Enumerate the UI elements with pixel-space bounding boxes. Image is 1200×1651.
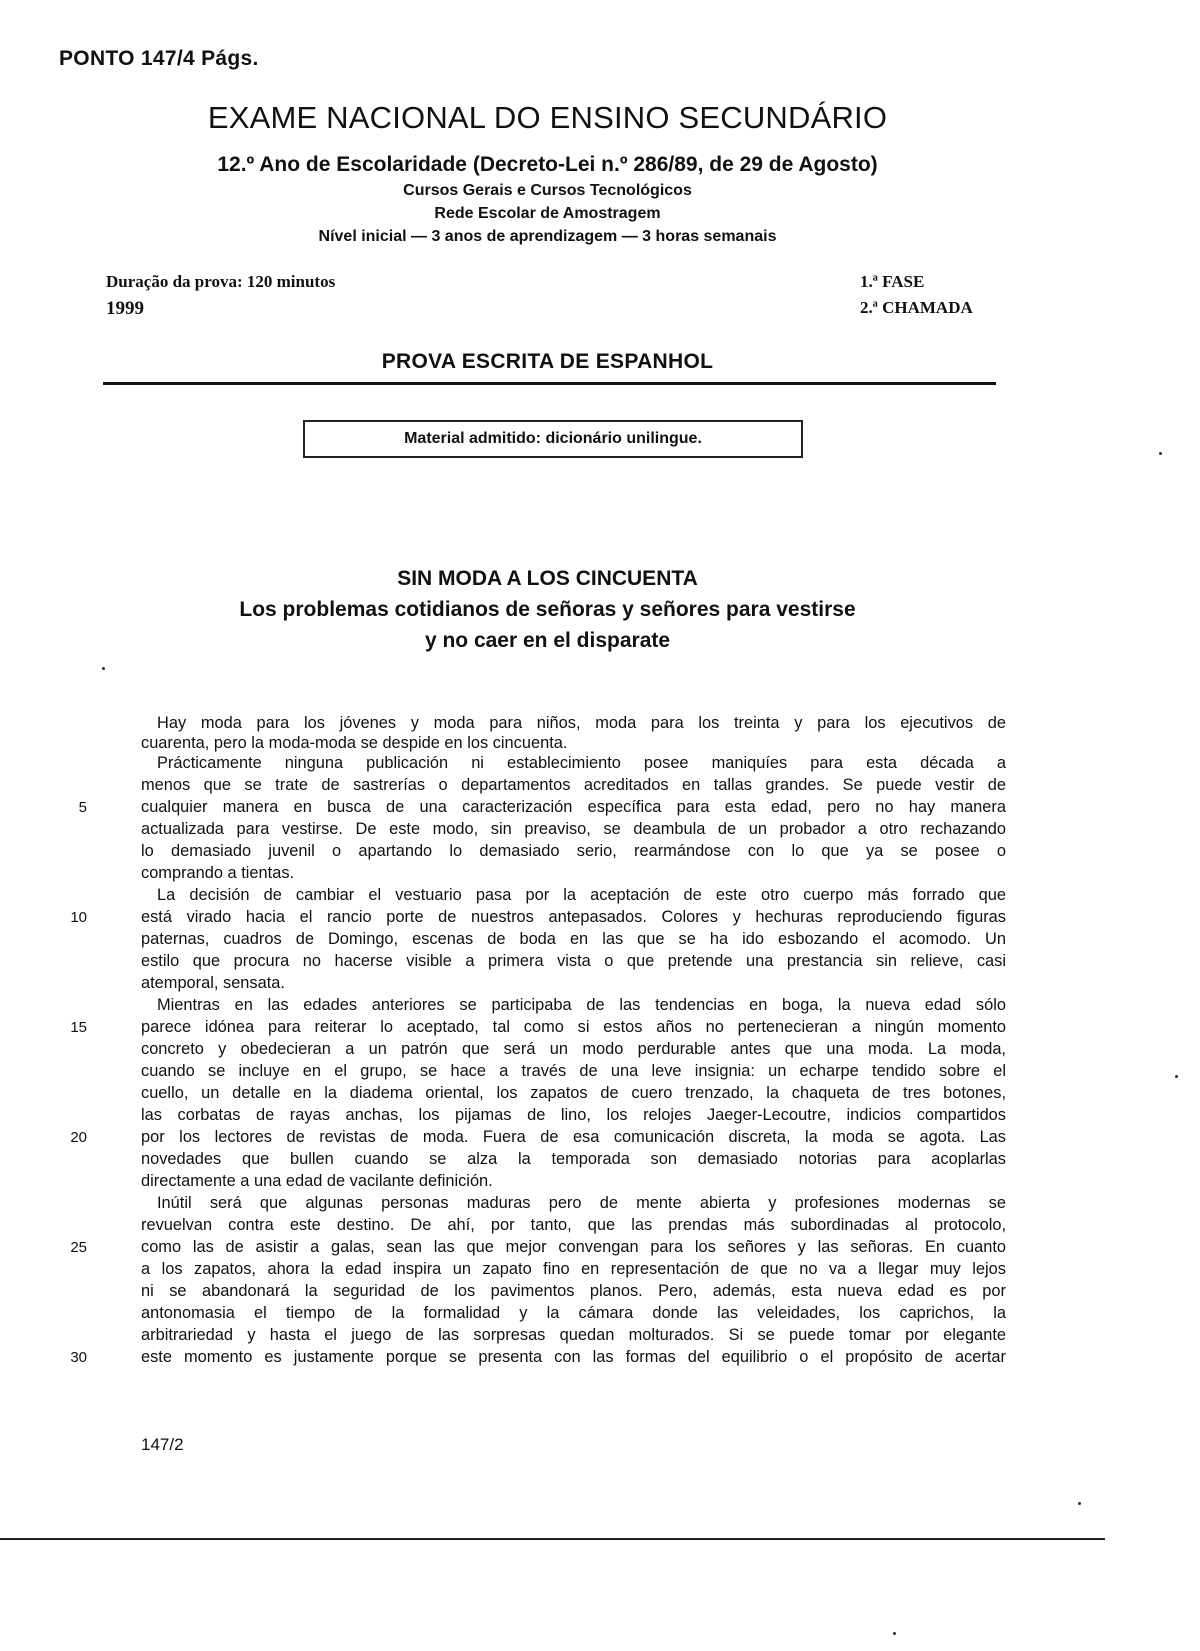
header-divider [103,382,996,385]
text-line: está virado hacia el rancio porte de nuestros antepasados. Colores y hechuras reproduciendo figuras [141,908,1006,926]
scan-speck [1078,1502,1081,1505]
level-line: Nível inicial — 3 anos de aprendizagem — 3 horas semanais [318,228,777,245]
text-line: cuello, un detalle en la diadema oriental, los zapatos de cuero trenzado, la chaqueta de tres botones, [141,1084,1006,1102]
exam-name: PROVA ESCRITA DE ESPANHOL [381,350,714,373]
page-bottom-rule [0,1538,1105,1540]
text-line: las corbatas de rayas anchas, los pijamas de lino, los relojes Jaeger-Lecoutre, indicios compartidos [141,1106,1006,1124]
text-line: estilo que procura no hacerse visible a primera vista o que pretende una prestancia sin relieve, casi [141,952,1006,970]
text-line: este momento es justamente porque se presenta con las formas del equilibrio o el propósito de acertar [141,1348,1006,1366]
line-number: 5 [78,799,87,816]
text-line: arbitrariedad y hasta el juego de las sorpresas quedan molturados. Si se puede tomar por elegante [141,1326,1006,1344]
text-line: actualizada para vestirse. De este modo, sin preaviso, se deambula de un probador a otro rechazando [141,820,1006,838]
line-number: 15 [70,1019,87,1036]
line-number: 10 [70,909,87,926]
article-title: SIN MODA A LOS CINCUENTA [397,567,698,590]
network-line: Rede Escolar de Amostragem [434,205,661,222]
scan-speck [893,1632,896,1635]
decree-line: 12.º Ano de Escolaridade (Decreto-Lei n.º 286/89, de 29 de Agosto) [217,153,878,176]
material-text: Material admitido: dicionário unilingue. [404,430,702,447]
text-line: paternas, cuadros de Domingo, escenas de boda en las que se ha ido esbozando el acomodo. Un [141,930,1006,948]
text-line: cuarenta, pero la moda-moda se despide en los cincuenta. [141,734,568,752]
text-line: cuando se incluye en el grupo, se hace a través de una leve insignia: un echarpe tendido sobre el [141,1062,1006,1080]
call-label: 2.ª CHAMADA [860,298,973,317]
text-line: atemporal, sensata. [141,974,285,992]
text-line: La decisión de cambiar el vestuario pasa por la aceptación de este otro cuerpo más forrado que [157,886,1006,904]
page-number: 147/2 [141,1435,184,1454]
text-line: lo demasiado juvenil o apartando lo demasiado serio, rearmándose con lo que ya se posee o [141,842,1006,860]
text-line: revuelvan contra este destino. De ahí, por tanto, que las prendas más subordinadas al protocolo, [141,1216,1006,1234]
year-label: 1999 [106,298,144,319]
text-line: menos que se trate de sastrerías o departamentos acreditados en tallas grandes. Se puede vestir de [141,776,1006,794]
text-line: comprando a tientas. [141,864,295,882]
text-line: Hay moda para los jóvenes y moda para niños, moda para los treinta y para los ejecutivos de [157,714,1006,732]
courses-line: Cursos Gerais e Cursos Tecnológicos [403,182,692,199]
text-line: concreto y obedecieran a un patrón que será un modo perdurable antes que una moda. La moda, [141,1040,1006,1058]
text-line: a los zapatos, ahora la edad inspira un zapato fino en representación de que no va a llegar muy lejos [141,1260,1006,1278]
scan-speck [1159,452,1162,455]
text-line: cualquier manera en busca de una caracterización específica para esta edad, pero no hay manera [141,798,1006,816]
text-line: antonomasia el tiempo de la formalidad y la cámara donde las veleidades, los caprichos, la [141,1304,1006,1322]
scan-speck [102,667,105,670]
line-number: 30 [70,1349,87,1366]
ponto-label: PONTO 147/4 Págs. [59,47,259,70]
text-line: Prácticamente ninguna publicación ni establecimiento posee maniquíes para esta década a [157,754,1006,772]
material-box [303,420,803,458]
scan-speck [1175,1075,1178,1078]
article-subtitle-1: Los problemas cotidianos de señoras y señores para vestirse [239,598,856,621]
exam-title: EXAME NACIONAL DO ENSINO SECUNDÁRIO [207,100,888,135]
line-number: 25 [70,1239,87,1256]
duration-label: Duração da prova: 120 minutos [106,272,336,291]
text-line: novedades que bullen cuando se alza la temporada son demasiado notorias para acoplarlas [141,1150,1006,1168]
text-line: como las de asistir a galas, sean las que mejor convengan para los señores y las señoras. En cuanto [141,1238,1006,1256]
text-line: parece idónea para reiterar lo aceptado, tal como si estos años no pertenecieran a ningún momento [141,1018,1006,1036]
text-line: Mientras en las edades anteriores se participaba de las tendencias en boga, la nueva edad sólo [157,996,1006,1014]
text-line: por los lectores de revistas de moda. Fuera de esa comunicación discreta, la moda se agota. Las [141,1128,1006,1146]
phase-label: 1.ª FASE [860,272,925,291]
text-line: ni se abandonará la seguridad de los pavimentos planos. Pero, además, esta nueva edad es por [141,1282,1006,1300]
line-number: 20 [70,1129,87,1146]
article-subtitle-2: y no caer en el disparate [424,629,671,652]
text-line: directamente a una edad de vacilante definición. [141,1172,493,1190]
text-line: Inútil será que algunas personas maduras pero de mente abierta y profesiones modernas se [157,1194,1006,1212]
